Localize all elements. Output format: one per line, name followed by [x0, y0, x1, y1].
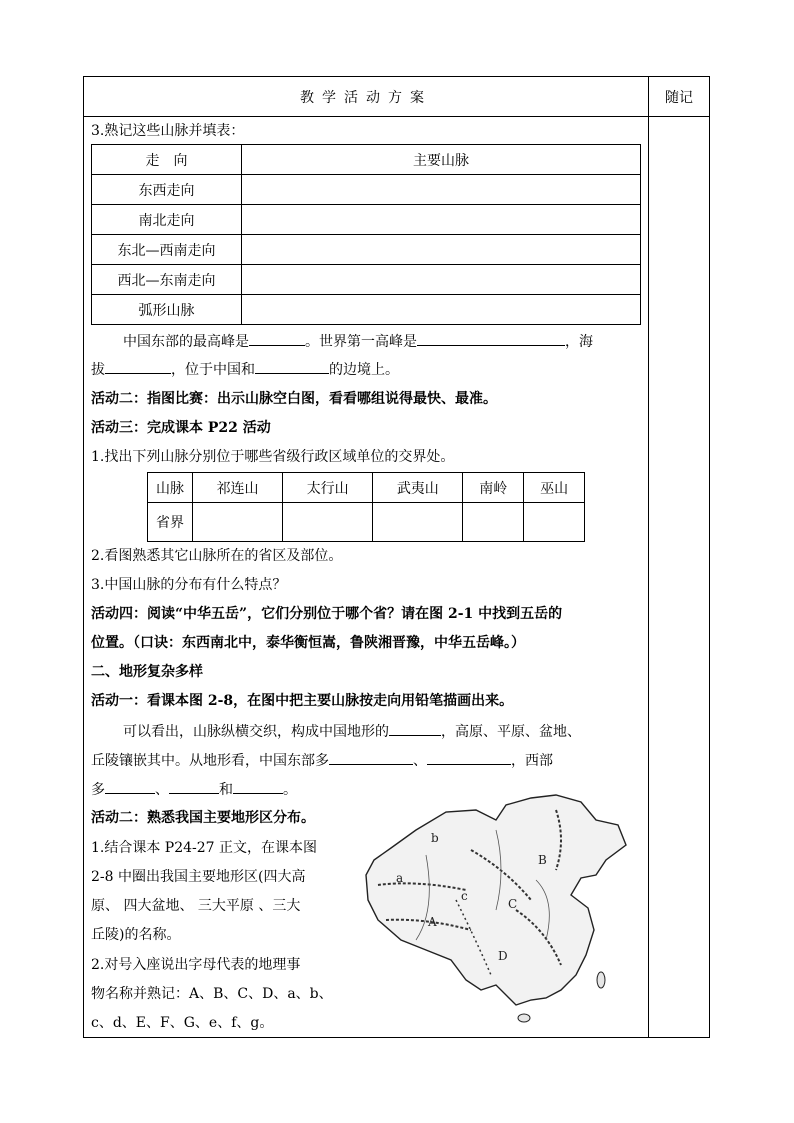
mountain-name: 武夷山: [373, 473, 463, 503]
column-divider: [648, 76, 649, 1038]
question3: 3.中国山脉的分布有什么特点？: [91, 577, 287, 593]
peak-question-line2: 拔 ，位于中国和 的边境上。: [91, 358, 399, 380]
table-header-province: 省界: [148, 503, 193, 542]
answer-cell[interactable]: [193, 503, 283, 542]
section3-title: 3.熟记这些山脉并填表：: [91, 123, 245, 139]
peak-question-line1: 中国东部的最高峰是 。世界第一高峰是 ，海: [123, 330, 593, 352]
activity4-line1: 活动四：阅读“中华五岳”，它们分别位于哪个省？请在图 2-1 中找到五岳的: [91, 606, 563, 622]
table-row-label: 东西走向: [92, 175, 242, 205]
header-divider: [83, 116, 710, 117]
map-label: b: [431, 831, 439, 845]
table-row-label: 弧形山脉: [92, 295, 242, 325]
answer-cell[interactable]: [242, 295, 641, 325]
province-border-table: [147, 472, 585, 542]
mountain-name: 祁连山: [193, 473, 283, 503]
mountain-name: 南岭: [463, 473, 524, 503]
map-label: a: [396, 871, 404, 885]
fill-blank[interactable]: [417, 330, 565, 346]
activity2-heading: 活动二：指图比赛：出示山脉空白图，看看哪组说得最快、最准。: [91, 391, 497, 407]
fill-blank[interactable]: [169, 778, 219, 794]
left-text-line: c、d、E、F、G、e、f、g。: [91, 1015, 274, 1031]
activity2b-heading: 活动二：熟悉我国主要地形区分布。: [91, 810, 315, 826]
section2-title: 二、地形复杂多样: [91, 664, 203, 680]
map-label: C: [508, 897, 518, 911]
activity1-heading: 活动一：看课本图 2-8，在图中把主要山脉按走向用铅笔描画出来。: [91, 693, 514, 709]
fill-blank[interactable]: [105, 778, 155, 794]
question2: 2.看图熟悉其它山脉所在的省区及部位。: [91, 548, 343, 564]
map-label: c: [461, 889, 468, 903]
table-header-direction: 走 向: [92, 145, 242, 175]
map-label: D: [498, 949, 508, 963]
answer-cell[interactable]: [242, 235, 641, 265]
fill-blank[interactable]: [105, 358, 171, 374]
answer-cell[interactable]: [242, 265, 641, 295]
fill-blank[interactable]: [329, 749, 413, 765]
map-label: B: [538, 853, 547, 867]
left-text-line: 1.结合课本 P24-27 正文，在课本图: [91, 840, 318, 856]
left-text-line: 2-8 中圈出我国主要地形区(四大高: [91, 869, 306, 885]
answer-cell[interactable]: [524, 503, 585, 542]
fill-blank[interactable]: [427, 749, 511, 765]
left-text-line: 2.对号入座说出字母代表的地理事: [91, 957, 301, 973]
terrain-line3: 多 、 和 。: [91, 778, 297, 800]
answer-cell[interactable]: [373, 503, 463, 542]
answer-cell[interactable]: [242, 175, 641, 205]
answer-cell[interactable]: [283, 503, 373, 542]
mountain-direction-table: [91, 144, 641, 325]
question1: 1.找出下列山脉分别位于哪些省级行政区域单位的交界处。: [91, 449, 455, 465]
table-header-mountains: 主要山脉: [242, 145, 641, 175]
answer-cell[interactable]: [242, 205, 641, 235]
fill-blank[interactable]: [233, 778, 283, 794]
terrain-line1: 可以看出，山脉纵横交织，构成中国地形的 ，高原、平原、盆地、: [123, 720, 581, 742]
table-header-mountain: 山脉: [148, 473, 193, 503]
notes-column-title: 随记: [665, 89, 693, 106]
fill-blank[interactable]: [255, 358, 329, 374]
answer-cell[interactable]: [463, 503, 524, 542]
terrain-line2: 丘陵镶嵌其中。从地形看，中国东部多 、 ，西部: [91, 749, 553, 771]
activity3-heading: 活动三：完成课本 P22 活动: [91, 420, 271, 436]
fill-blank[interactable]: [389, 720, 441, 736]
header-title: 教学活动方案: [300, 89, 432, 106]
fill-blank[interactable]: [249, 330, 305, 346]
table-row-label: 南北走向: [92, 205, 242, 235]
table-row-label: 西北—东南走向: [92, 265, 242, 295]
left-text-line: 丘陵)的名称。: [91, 927, 181, 943]
map-label: A: [428, 915, 437, 929]
table-row-label: 东北—西南走向: [92, 235, 242, 265]
mountain-name: 巫山: [524, 473, 585, 503]
activity4-line2: 位置。（口诀：东西南北中，泰华衡恒嵩，鲁陕湘晋豫，中华五岳峰。）: [91, 635, 525, 651]
left-text-line: 原、 四大盆地、 三大平原 、三大: [91, 898, 301, 914]
china-terrain-map: [356, 790, 636, 1030]
mountain-name: 太行山: [283, 473, 373, 503]
left-text-line: 物名称并熟记：A、B、C、D、a、b、: [91, 986, 333, 1002]
